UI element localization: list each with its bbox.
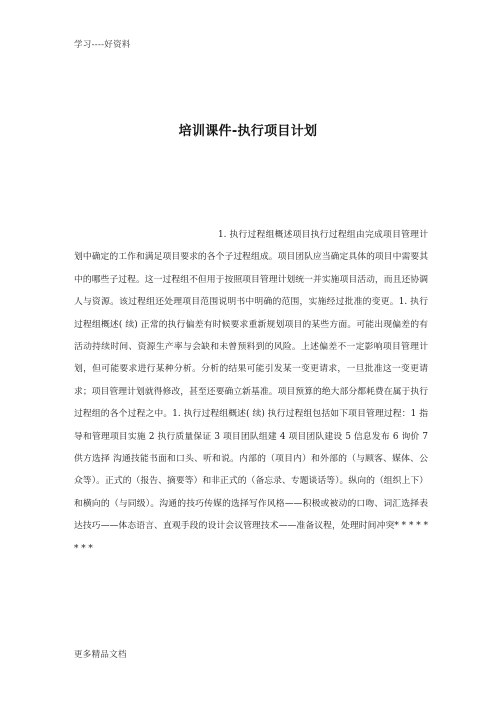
page-header: 学习----好资料 — [74, 40, 131, 50]
document-body: 1. 执行过程组概述项目执行过程组由完成项目管理计划中确定的工作和满足项目要求的各个子过程组成。项目团队应当确定具体的项目中需要其中的哪些子过程。这一过程组不但用于按照项目管理计划统一并实施项目活动，而且还协调人与资源。该过程组还处理项目范围说明书中明确的范围，实施经过批准的变更。1. 执行过程组概述( 续) 正常的执行偏差有时候要求重新规划项目的某些方面。可能出现偏差的有活动持续时间、资源生产率与会缺和未曾预料到的风险。上述偏差不一定影响项目管理计划，但可能要求进行某种分析。分析的结果可能引发某一变更请求，一旦批准这一变更请求；项目管理计划就得修改，甚至还要确立新基准。项目预算的绝大部分都耗费在属于执行过程组的各个过程之中。1. 执行过程组概述( 续) 执行过程组包括如下项目管理过程：1 指导和管理项目实施 2 执行质量保证 3 项目团队组建 4 项目团队建设 5 信息发布 6 询价 7 供方选择 沟通技能书面和口头、听和说。内部的（项目内）和外部的（与顾客、媒体、公众等）。正式的（报告、摘要等）和非正式的（备忘录、专题谈话等）。纵向的（组织上下）和横向的（与同级）。沟通的技巧传媒的选择写作风格——积极或被动的口吻、词汇选择表达技巧——体态语言、直观手段的设计会议管理技术——准备议程，处理时间冲突* * * * * * * * — [74, 230, 428, 554]
page-footer: 更多精品文档 — [74, 650, 127, 660]
document-title: 培训课件-执行项目计划 — [178, 124, 318, 139]
